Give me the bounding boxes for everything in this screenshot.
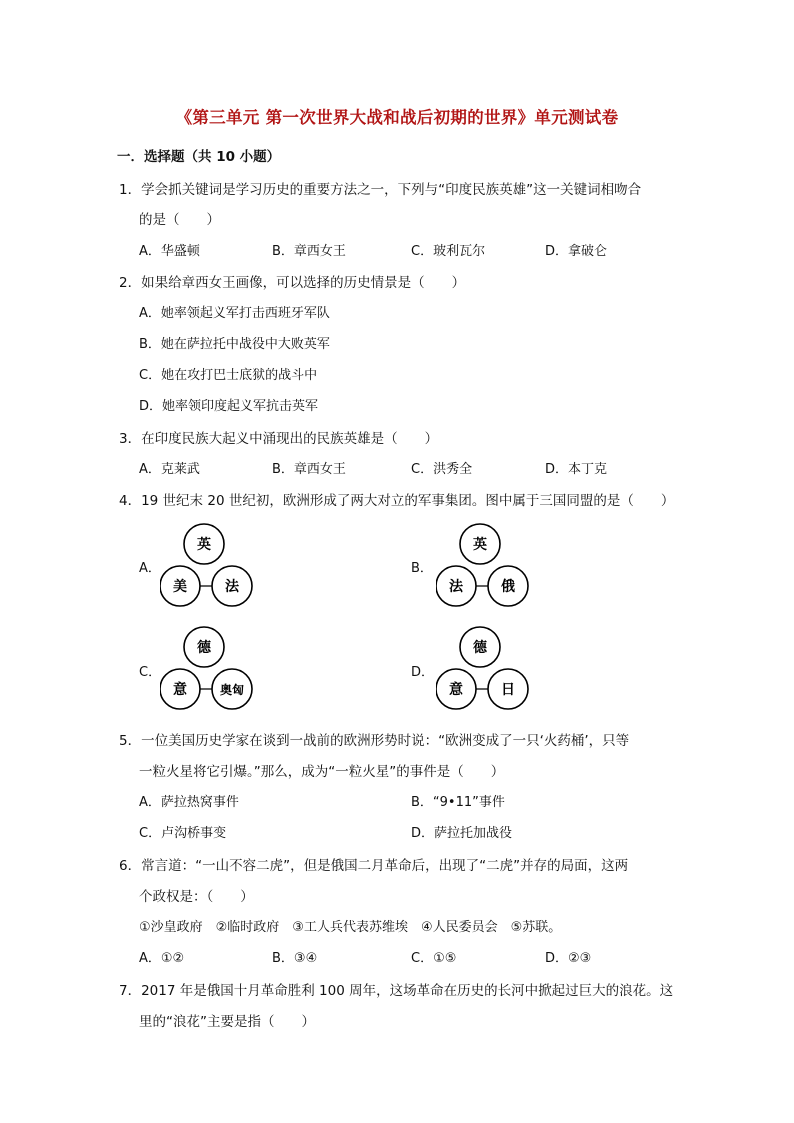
q4-a-left-label: 美	[173, 579, 187, 595]
q1-option-a: A．华盛顿	[139, 244, 200, 259]
q6-option-c: C．①⑤	[411, 951, 457, 966]
q3-option-d: D．本丁克	[545, 462, 608, 477]
question-7-text: 7．2017 年是俄国十月革命胜利 100 周年，这场革命在历史的长河中掀起过巨大的浪花。这	[119, 983, 674, 999]
q6-option-a: A．①②	[139, 951, 185, 966]
q2-option-c: C．她在攻打巴士底狱的战斗中	[139, 368, 318, 383]
question-4-text: 4．19 世纪末 20 世纪初，欧洲形成了两大对立的军事集团。图中属于三国同盟的是（ ）	[119, 493, 675, 509]
q1-option-b: B．章西女王	[272, 244, 346, 259]
question-7-text-cont: 里的“浪花”主要是指（ ）	[139, 1014, 315, 1030]
q1-option-c: C．玻利瓦尔	[411, 244, 486, 259]
question-3-text: 3．在印度民族大起义中涌现出的民族英雄是（ ）	[119, 431, 439, 447]
q4-c-top-label: 德	[197, 640, 211, 656]
q4-diagram-a	[160, 522, 256, 608]
question-6-text: 6．常言道：“一山不容二虎”，但是俄国二月革命后，出现了“二虎”并存的局面，这两	[119, 858, 629, 874]
q3-option-c: C．洪秀全	[411, 462, 473, 477]
q5-option-d: D．萨拉托加战役	[411, 826, 513, 841]
q4-option-c-letter: C．	[139, 665, 162, 680]
q5-option-c: C．卢沟桥事变	[139, 826, 227, 841]
q4-b-left-label: 法	[449, 579, 463, 595]
q4-c-left-label: 意	[173, 682, 187, 698]
question-6-choices: ①沙皇政府 ②临时政府 ③工人兵代表苏维埃 ④人民委员会 ⑤苏联。	[139, 920, 562, 935]
page-title: 《第三单元 第一次世界大战和战后初期的世界》单元测试卷	[175, 108, 619, 127]
question-5-text: 5．一位美国历史学家在谈到一战前的欧洲形势时说：“欧洲变成了一只‘火药桶’，只等	[119, 733, 630, 749]
q4-option-a-letter: A．	[139, 561, 161, 576]
q6-option-d: D．②③	[545, 951, 592, 966]
q4-a-right-label: 法	[225, 579, 239, 595]
question-6-text-cont: 个政权是：（ ）	[139, 889, 254, 905]
q6-option-b: B．③④	[272, 951, 318, 966]
q4-b-top-label: 英	[473, 537, 487, 553]
q5-option-a: A．萨拉热窝事件	[139, 795, 239, 810]
q2-option-a: A．她率领起义军打击西班牙军队	[139, 306, 330, 321]
q4-option-d-letter: D．	[411, 665, 435, 680]
q4-c-right-label: 奥匈	[219, 683, 245, 697]
q4-d-top-label: 德	[473, 640, 487, 656]
q2-option-d: D．她率领印度起义军抗击英军	[139, 399, 319, 414]
q3-option-b: B．章西女王	[272, 462, 346, 477]
section-heading: 一．选择题（共 10 小题）	[117, 149, 281, 165]
q4-diagram-c	[160, 625, 256, 711]
q1-option-d: D．拿破仑	[545, 244, 608, 259]
question-1-text: 1．学会抓关键词是学习历史的重要方法之一，下列与“印度民族英雄”这一关键词相吻合	[119, 182, 642, 198]
question-1-text-cont: 的是（ ）	[139, 212, 220, 228]
question-5-text-cont: 一粒火星将它引爆。”那么，成为“一粒火星”的事件是（ ）	[139, 764, 505, 780]
q4-d-left-label: 意	[449, 682, 463, 698]
q4-a-top-label: 英	[197, 537, 211, 553]
q2-option-b: B．她在萨拉托中战役中大败英军	[139, 337, 330, 352]
q4-diagram-b	[436, 522, 532, 608]
q5-option-b: B．“9•11”事件	[411, 795, 505, 810]
q4-option-b-letter: B．	[411, 561, 433, 576]
q4-diagram-d	[436, 625, 532, 711]
q3-option-a: A．克莱武	[139, 462, 200, 477]
question-2-text: 2．如果给章西女王画像，可以选择的历史情景是（ ）	[119, 275, 466, 291]
q4-b-right-label: 俄	[501, 579, 515, 595]
q4-d-right-label: 日	[501, 682, 515, 698]
